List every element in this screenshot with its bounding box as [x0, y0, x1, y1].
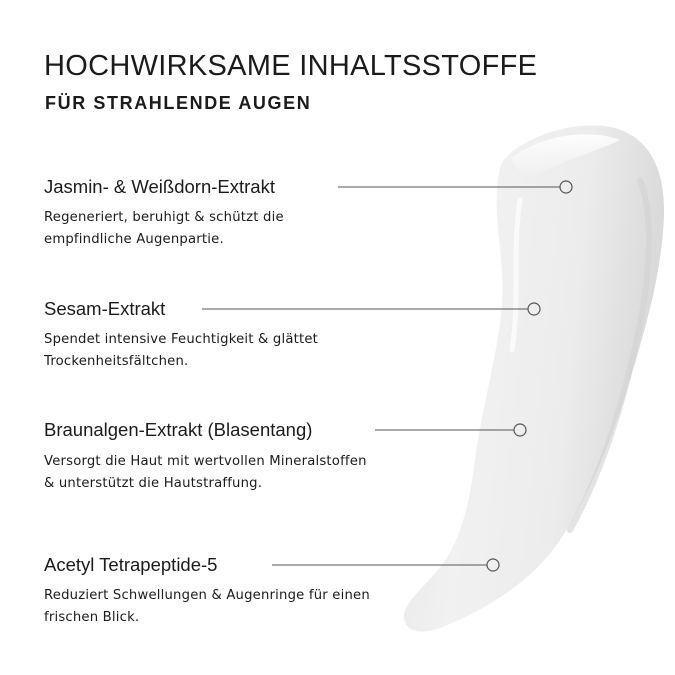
- page-subtitle: FÜR STRAHLENDE AUGEN: [45, 93, 312, 113]
- ingredient-name-braunalgen: Braunalgen-Extrakt (Blasentang): [44, 419, 313, 440]
- ingredient-name-sesam: Sesam-Extrakt: [44, 298, 166, 319]
- ingredient-desc-acetyl: Reduziert Schwellungen & Augenringe für einen frischen Blick.: [44, 588, 370, 625]
- ingredient-desc-jasmin: Regeneriert, beruhigt & schützt die empfindliche Augenpartie.: [44, 210, 284, 247]
- page-title: HOCHWIRKSAME INHALTSSTOFFE: [44, 50, 538, 82]
- ingredient-desc-braunalgen: Versorgt die Haut mit wertvollen Mineralstoffen & unterstützt die Hautstraffung.: [44, 454, 367, 491]
- ingredient-name-acetyl: Acetyl Tetrapeptide-5: [44, 554, 218, 575]
- ingredient-name-jasmin: Jasmin- & Weißdorn-Extrakt: [44, 176, 275, 197]
- ingredient-desc-sesam: Spendet intensive Feuchtigkeit & glättet Trockenheitsfältchen.: [44, 332, 319, 369]
